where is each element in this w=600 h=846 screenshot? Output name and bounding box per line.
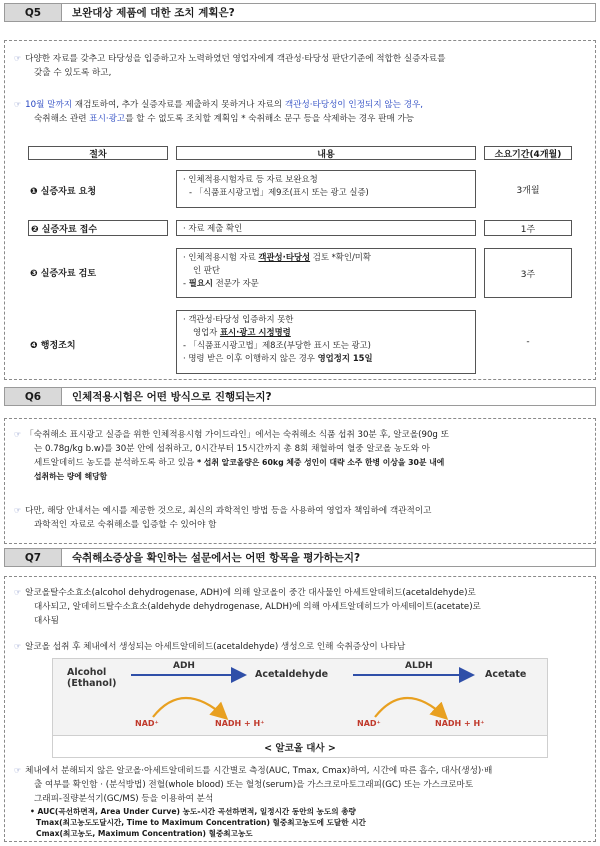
q5-paragraph-1: ☞ 다양한 자료를 갖추고 타당성을 입증하고자 노력하였던 영업자에게 객관성·타당성 판단기준에 적합한 실증자료를 갖출 수 있도록 하고, <box>14 54 446 78</box>
step-3-period: 3주 <box>484 248 572 298</box>
q5-header <box>4 3 596 22</box>
q7-definitions <box>30 806 580 839</box>
diagram-caption: < 알코올 대사 > <box>53 735 547 757</box>
q6-title: 인체적용시험은 어떤 방식으로 진행되는지? <box>62 387 596 406</box>
table-header-period: 소요기간(4개월) <box>484 146 572 160</box>
pointer-icon: ☞ <box>14 588 22 597</box>
nad-label-2: NAD⁺ <box>357 719 381 728</box>
q6-paragraph-2: ☞ 다만, 해당 안내서는 예시를 제공한 것으로, 최신의 과학적인 방법 등을 사용하여 영업자 책임하에 객관적이고 과학적인 자료로 숙취해소를 입증할 수 있어야 함 <box>14 506 432 530</box>
pointer-icon: ☞ <box>14 642 22 651</box>
pointer-icon: ☞ <box>14 100 22 109</box>
q6-tag: Q6 <box>4 387 62 406</box>
nadh-label-1: NADH + H⁺ <box>215 719 265 728</box>
cmax-definition: Cmax(최고농도, Maximum Concentration) 혈중최고농도 <box>36 829 253 838</box>
step-3-content: · 인체적용시험 자료 객관성·타당성 검토 *확인/미확 인 판단 - 필요시 전문가 자문 <box>176 248 476 298</box>
q6-header <box>4 387 596 406</box>
step-2-period: 1주 <box>484 220 572 236</box>
q6-paragraph-1: ☞ 「숙취해소 표시광고 실증을 위한 인체적용시험 가이드라인」에서는 숙취해소 식품 섭취 30분 후, 알코올(90g 또 는 0.78g/kg b.w)를 30분 안에 섭취하고, 0시간부터 15시간까지 총 8회 채혈하여 혈중 알코올 농도와 아 세트알데히드 농도를 분석하도록 하고 있음 * 섭취 알코올량은 60kg 체중 성인이 대략 소주 한병 이상을 30분 내에 섭취하는 량에 해당함 <box>14 430 449 481</box>
step-4-content: · 객관성·타당성 입증하지 못한 영업자 표시·광고 시정명령 - 「식품표시광고법」제8조(부당한 표시 또는 광고) · 명령 받은 이후 이행하지 않은 경우 영업정지 15일 <box>176 310 476 374</box>
q7-header <box>4 548 596 567</box>
adh-label: ADH <box>173 661 195 671</box>
q7-paragraph-1: ☞ 알코올탈수소효소(alcohol dehydrogenase, ADH)에 의해 알코올이 중간 대사물인 아세트알데히드(acetaldehyde)로 대사되고, 알데히드탈수소효소(aldehyde dehydrogenase, ALDH)에 의해 아세트알데히드가 아세테이트(acetate)로 대사됨 <box>14 588 481 626</box>
pointer-icon: ☞ <box>14 506 22 515</box>
nadh-label-2: NADH + H⁺ <box>435 719 485 728</box>
q7-title: 숙취해소증상을 확인하는 설문에서는 어떤 항목을 평가하는지? <box>62 548 596 567</box>
q7-tag: Q7 <box>4 548 62 567</box>
acetaldehyde-label: Acetaldehyde <box>255 669 329 680</box>
nad-label-1: NAD⁺ <box>135 719 159 728</box>
nad-reduction-arrow-1 <box>153 698 225 717</box>
table-header-content: 내용 <box>176 146 476 160</box>
step-1-content: · 인체적용시험자료 등 자료 보완요청 - 「식품표시광고법」제9조(표시 또는 광고 실증) <box>176 170 476 208</box>
acetate-label: Acetate <box>485 669 527 680</box>
pointer-icon: ☞ <box>14 430 22 439</box>
nad-reduction-arrow-2 <box>375 698 445 717</box>
q5-tag: Q5 <box>4 3 62 22</box>
alcohol-metabolism-diagram <box>52 658 548 758</box>
auc-definition: • AUC(곡선하면적, Area Under Curve) 농도-시간 곡선하면적, 일정시간 동안의 농도의 총량 <box>30 807 356 816</box>
q7-paragraph-3: ☞ 체내에서 분해되지 않은 알코올·아세트알데히드를 시간별로 측정(AUC, Tmax, Cmax)하여, 시간에 따른 흡수, 대사(생성)·배 출 여부를 확인함 · (분석방법) 전혈(whole blood) 또는 혈청(serum)을 가스크로마토그래피(GC) 또는 가스크로마토 그래피-질량분석기(GC/MS) 등을 이용하여 분석 <box>14 766 493 804</box>
step-2-label: ❷ 실증자료 접수 <box>28 220 168 236</box>
table-header-step: 절차 <box>28 146 168 160</box>
step-3-label: ❸ 실증자료 검토 <box>30 268 97 279</box>
pointer-icon: ☞ <box>14 54 22 63</box>
step-4-period: - <box>526 337 530 347</box>
step-1-period: 3개월 <box>516 185 540 196</box>
q5-title: 보완대상 제품에 대한 조치 계획은? <box>62 3 596 22</box>
step-2-content: · 자료 제출 확인 <box>176 220 476 236</box>
q5-paragraph-2: ☞ 10월 말까지 재검토하여, 추가 실증자료를 제출하지 못하거나 자료의 객관성·타당성이 인정되지 않는 경우, 숙취해소 관련 표시·광고를 할 수 없도록 조치할 계획임 * 숙취해소 문구 등을 삭제하는 경우 판매 가능 <box>14 100 424 124</box>
aldh-label: ALDH <box>405 661 433 671</box>
step-1-label: ❶ 실증자료 요청 <box>30 186 97 197</box>
pointer-icon: ☞ <box>14 766 22 775</box>
q7-paragraph-2: ☞ 알코올 섭취 후 체내에서 생성되는 아세트알데히드(acetaldehyde) 생성으로 인해 숙취증상이 나타남 <box>14 642 406 652</box>
alcohol-label: Alcohol (Ethanol) <box>67 667 117 689</box>
tmax-definition: Tmax(최고농도도달시간, Time to Maximum Concentration) 혈중최고농도에 도달한 시간 <box>36 818 366 827</box>
step-4-label: ❹ 행정조치 <box>30 340 76 351</box>
